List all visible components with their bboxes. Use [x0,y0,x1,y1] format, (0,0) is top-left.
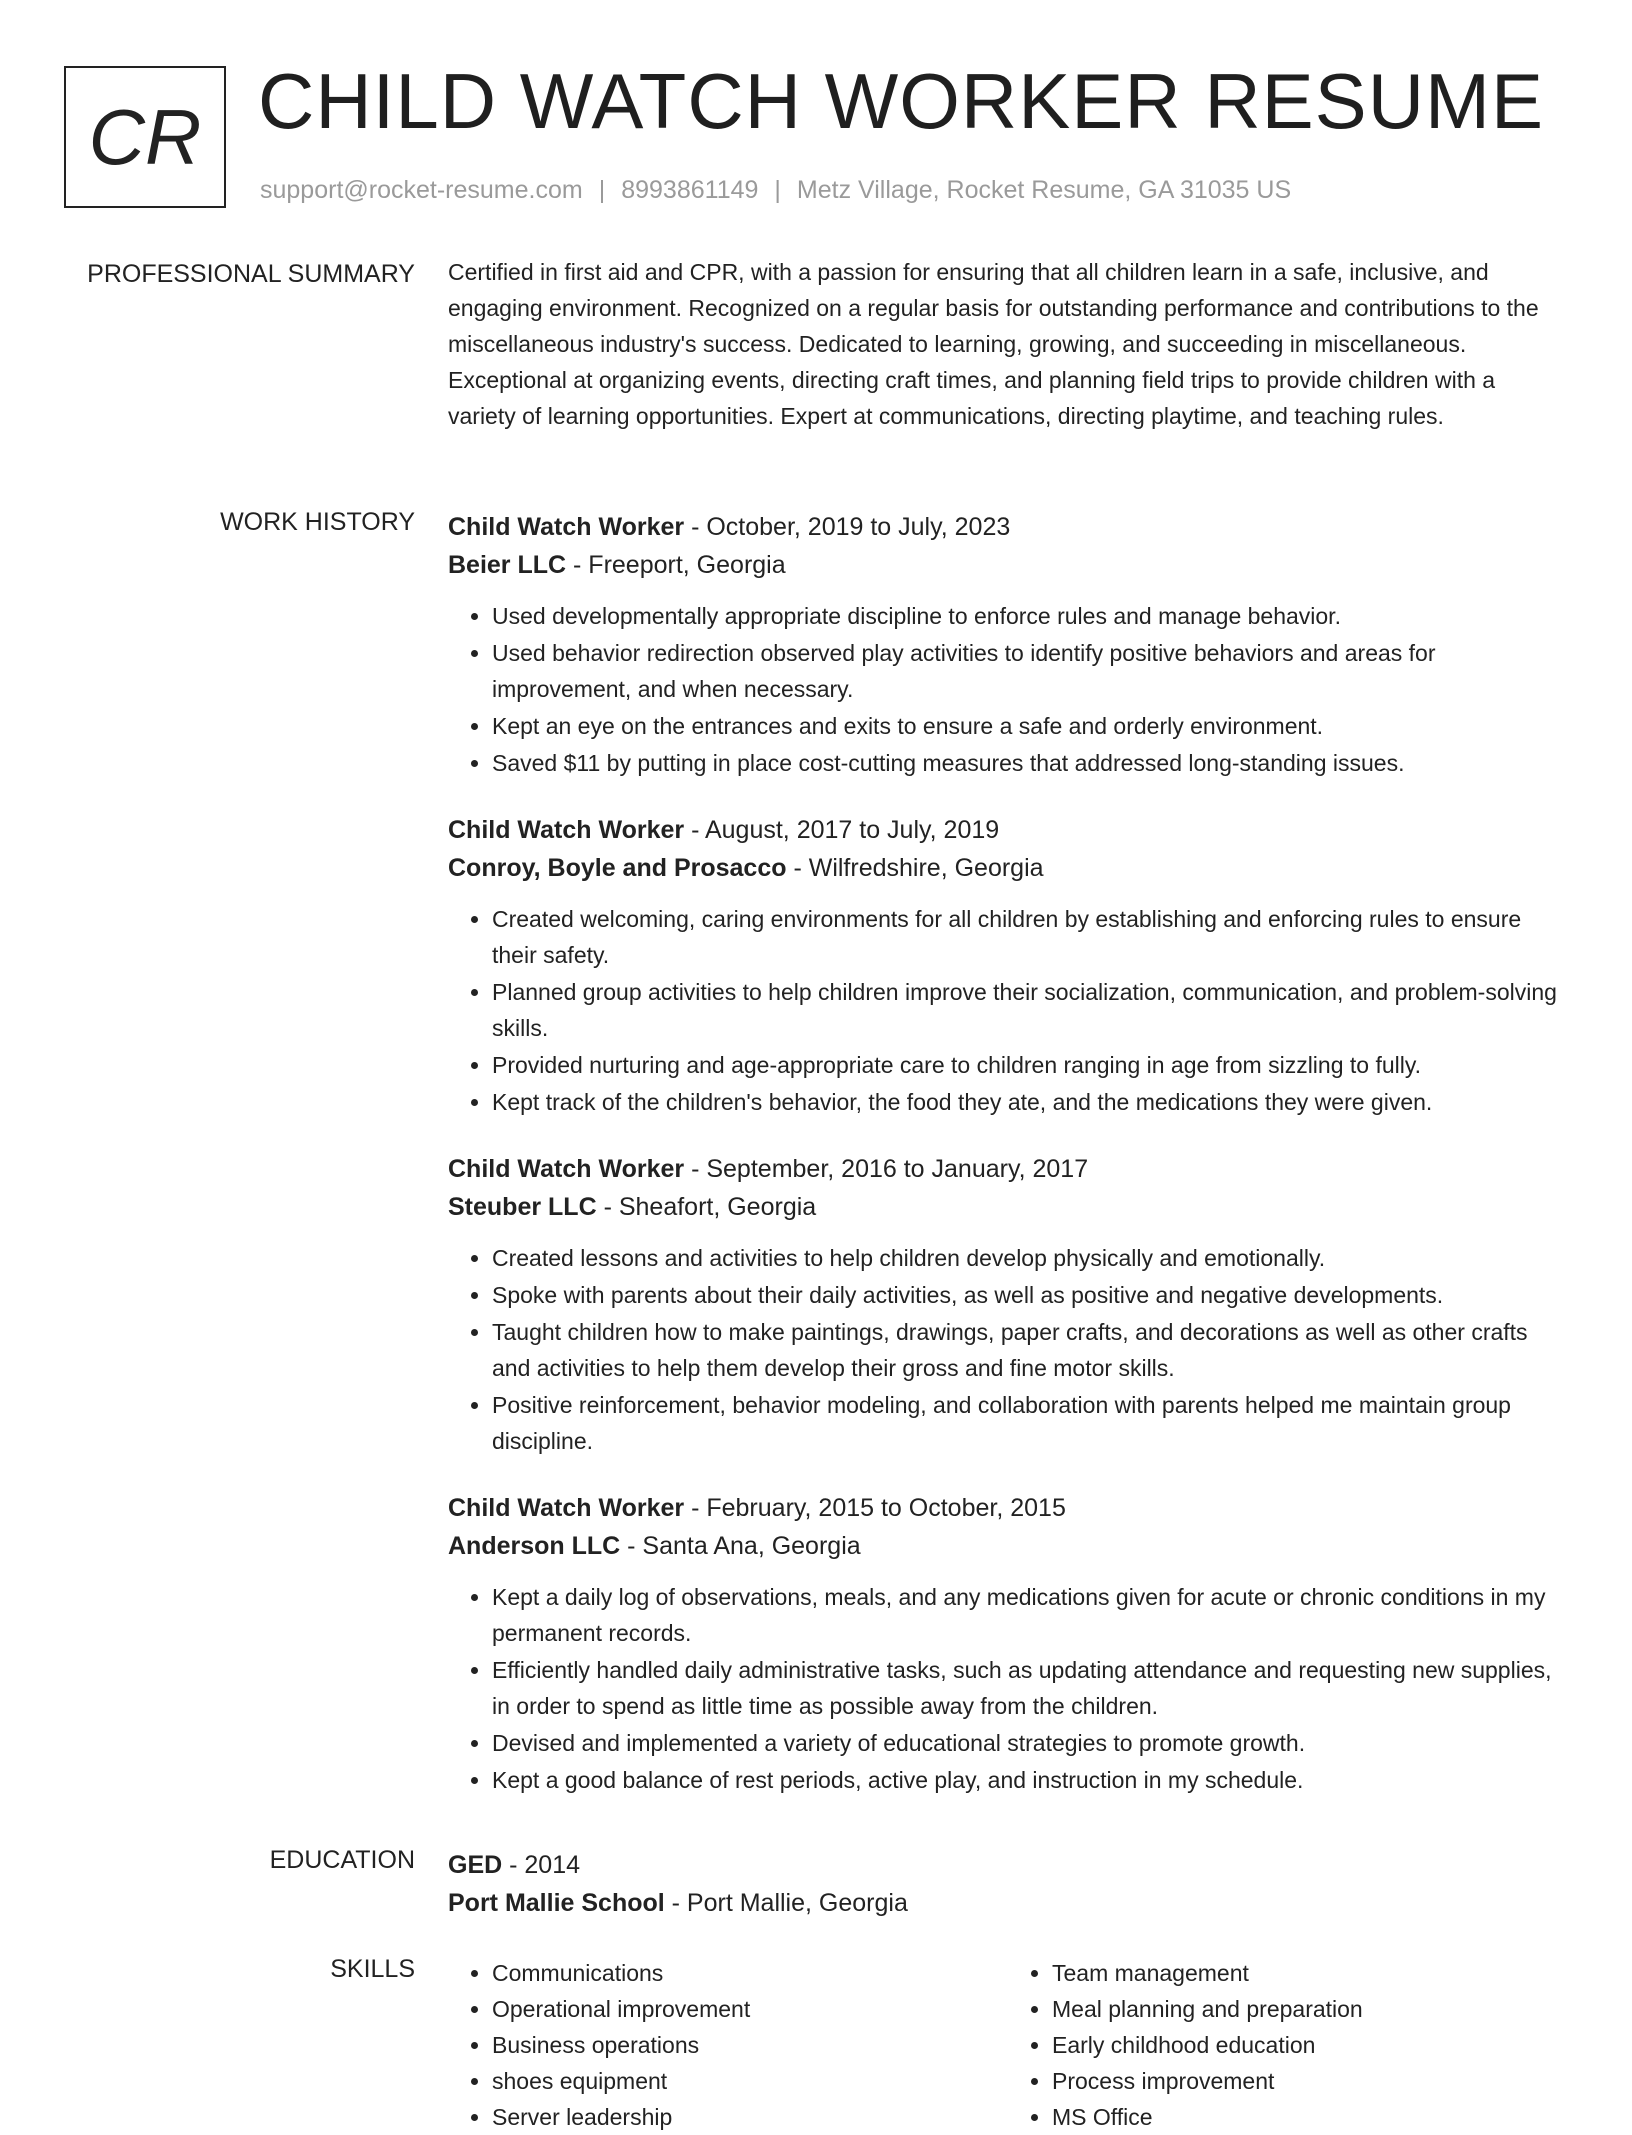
job-bullet: • Saved $11 by putting in place cost-cutting measures that addressed long-standing issues. [492,745,1568,781]
skill-item: • Communications [492,1955,1008,1991]
job-company: Conroy, Boyle and Prosacco [448,854,787,882]
job-bullets [448,1579,1568,1798]
job-bullet: • Devised and implemented a variety of educational strategies to promote growth. [492,1725,1568,1761]
job-title-line [448,811,1568,849]
job-bullet: • Spoke with parents about their daily activities, as well as positive and negative developments. [492,1277,1568,1313]
job-bullet: • Created welcoming, caring environments for all children by establishing and enforcing rules to ensure their safety. [492,901,1568,973]
job-list [448,508,1568,1828]
education-degree: GED [448,1851,503,1879]
skill-item: • Team management [1052,1955,1568,1991]
monogram-initials: CR [88,92,202,181]
skill-item: • shoes equipment [492,2063,1008,2099]
contact-address: Metz Village, Rocket Resume, GA 31035 US [796,176,1292,204]
job-bullet: • Kept a good balance of rest periods, active play, and instruction in my schedule. [492,1762,1568,1798]
job-title-line [448,1489,1568,1527]
job-bullet: • Provided nurturing and age-appropriate care to children ranging in age from sizzling to fully. [492,1047,1568,1083]
page-title: CHILD WATCH WORKER RESUME [258,57,1545,145]
skill-item: • Server leadership [492,2099,1008,2135]
job-bullet: • Used behavior redirection observed play activities to identify positive behaviors and areas for improvement, and when necessary. [492,635,1568,707]
job-bullet: • Positive reinforcement, behavior modeling, and collaboration with parents helped me maintain group discipline. [492,1387,1568,1459]
job-title-line [448,508,1568,546]
job-dates: - September, 2016 to January, 2017 [684,1155,1089,1183]
job-title: Child Watch Worker [448,816,685,844]
job-bullet: • Efficiently handled daily administrative tasks, such as updating attendance and requesting new supplies, in order to spend as little time as possible away from the children. [492,1652,1568,1724]
job-company-line [448,1188,1568,1226]
skill-item: • Meal planning and preparation [1052,1991,1568,2027]
summary-text: Certified in first aid and CPR, with a passion for ensuring that all children learn in a safe, inclusive, and engaging environment. Recognized on a regular basis for outstanding performance and contributions to the miscellaneous industry's success. Dedicated to learning, growing, and succeeding in miscellaneous. Exceptional at organizing events, directing craft times, and planning field trips to provide children with a variety of learning opportunities. Expert at communications, directing playtime, and teaching rules. [448,259,1539,429]
job-entry [448,508,1568,781]
contact-email: support@rocket-resume.com [260,176,583,204]
job-company: Beier LLC [448,551,567,579]
job-company: Anderson LLC [448,1532,621,1560]
education-degree-line [448,1846,1568,1884]
job-bullets [448,901,1568,1120]
skill-item: • Early childhood education [1052,2027,1568,2063]
monogram-box [64,66,226,208]
job-entry [448,811,1568,1120]
job-bullet: • Used developmentally appropriate discipline to enforce rules and manage behavior. [492,598,1568,634]
section-label-skills: SKILLS [330,1955,415,1983]
job-title: Child Watch Worker [448,513,685,541]
job-location: - Freeport, Georgia [566,551,786,579]
contact-separator: | [774,176,781,204]
job-title: Child Watch Worker [448,1494,685,1522]
job-location: - Santa Ana, Georgia [620,1532,861,1560]
section-label-summary: PROFESSIONAL SUMMARY [87,260,415,288]
section-label-work-history: WORK HISTORY [220,508,415,536]
job-entry [448,1489,1568,1798]
skill-item: • Process improvement [1052,2063,1568,2099]
job-title: Child Watch Worker [448,1155,685,1183]
contact-phone: 8993861149 [621,176,759,204]
skills-grid [448,1955,1568,2135]
job-dates: - October, 2019 to July, 2023 [684,513,1011,541]
job-location: - Sheafort, Georgia [596,1193,817,1221]
job-company-line [448,546,1568,584]
section-label-education: EDUCATION [269,1846,415,1874]
job-bullets [448,1240,1568,1459]
skills-column-right [1008,1955,1568,2135]
job-entry [448,1150,1568,1459]
skill-item: • Operational improvement [492,1991,1008,2027]
job-bullet: • Kept an eye on the entrances and exits to ensure a safe and orderly environment. [492,708,1568,744]
job-title-line [448,1150,1568,1188]
contact-separator: | [598,176,606,204]
skill-item: • MS Office [1052,2099,1568,2135]
job-dates: - February, 2015 to October, 2015 [684,1494,1066,1522]
job-bullets [448,598,1568,781]
job-dates: - August, 2017 to July, 2019 [684,816,1000,844]
job-company-line [448,1527,1568,1565]
job-company-line [448,849,1568,887]
job-bullet: • Planned group activities to help children improve their socialization, communication, and problem-solving skills. [492,974,1568,1046]
skill-item: • Business operations [492,2027,1008,2063]
job-location: - Wilfredshire, Georgia [786,854,1044,882]
skills-column-left [448,1955,1008,2135]
job-bullet: • Created lessons and activities to help children develop physically and emotionally. [492,1240,1568,1276]
education-school-line [448,1884,1568,1922]
job-bullet: • Taught children how to make paintings, drawings, paper crafts, and decorations as well as other crafts and activities to help them develop their gross and fine motor skills. [492,1314,1568,1386]
education-school: Port Mallie School [448,1889,665,1917]
job-bullet: • Kept a daily log of observations, meals, and any medications given for acute or chronic conditions in my permanent records. [492,1579,1568,1651]
education-year: - 2014 [502,1851,581,1879]
contact-line [260,176,1291,205]
education-location: - Port Mallie, Georgia [664,1889,908,1917]
job-company: Steuber LLC [448,1193,597,1221]
job-bullet: • Kept track of the children's behavior, the food they ate, and the medications they were given. [492,1084,1568,1120]
